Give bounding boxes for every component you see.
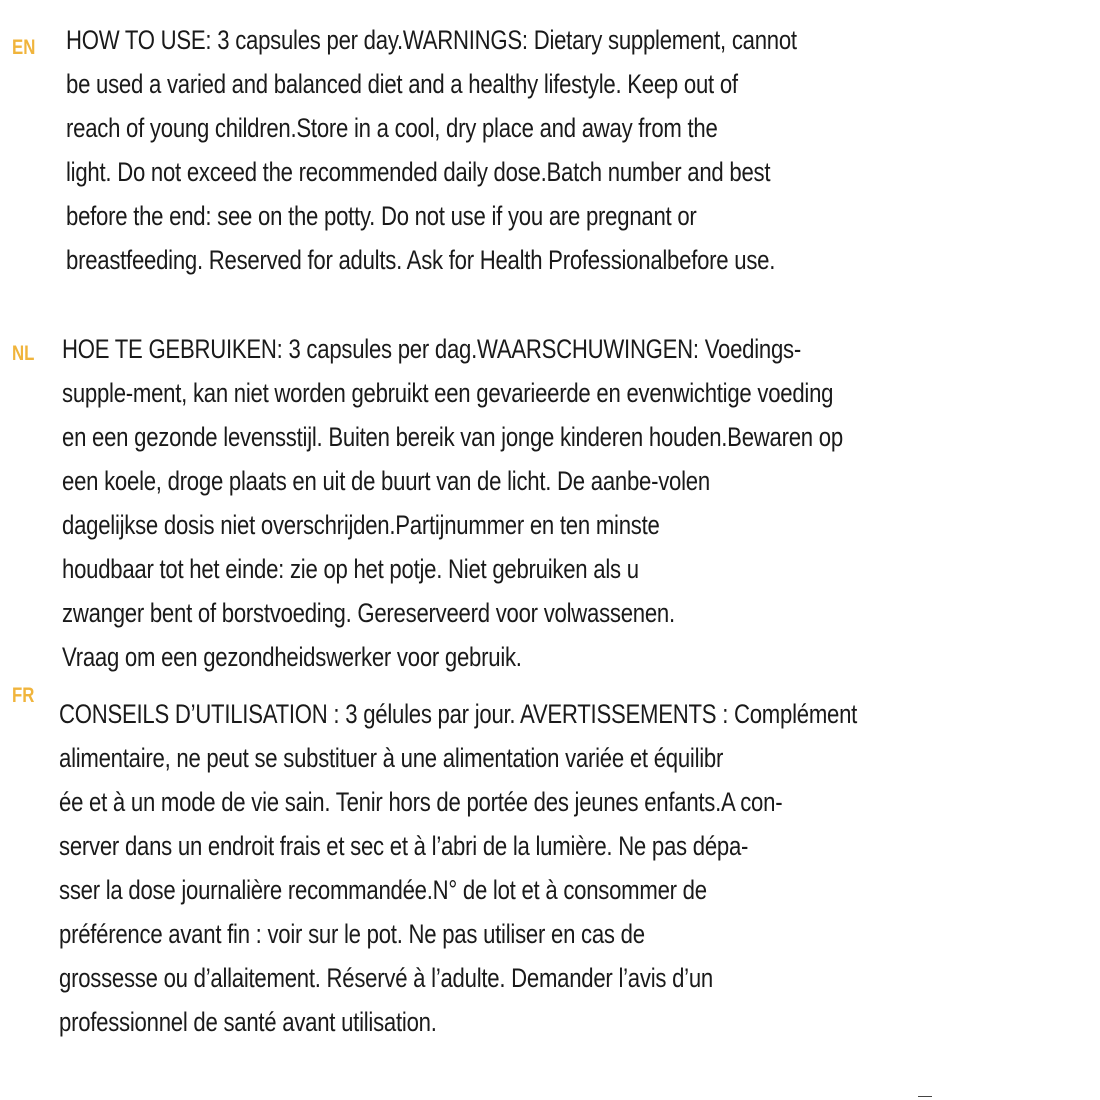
- text-line: sser la dose journalière recommandée.N° de lot et à consommer de: [59, 875, 707, 905]
- text-line: dagelijkse dosis niet overschrijden.Partijnummer en ten minste: [62, 510, 660, 540]
- text-line: houdbaar tot het einde: zie op het potje. Niet gebruiken als u: [62, 554, 639, 584]
- text-line: professionnel de santé avant utilisation.: [59, 1007, 437, 1037]
- section-en: [0, 18, 1100, 288]
- text-line: Vraag om een gezondheidswerker voor gebruik.: [62, 642, 522, 672]
- text-line: HOW TO USE: 3 capsules per day.WARNINGS: Dietary supplement, cannot: [66, 25, 797, 55]
- lang-tag-nl: NL: [12, 342, 35, 365]
- divider-mark: [918, 1096, 932, 1097]
- text-line: préférence avant fin : voir sur le pot. Ne pas utiliser en cas de: [59, 919, 645, 949]
- text-line: een koele, droge plaats en uit de buurt van de licht. De aanbe-volen: [62, 466, 710, 496]
- text-line: en een gezonde levensstijl. Buiten bereik van jonge kinderen houden.Bewaren op: [62, 422, 843, 452]
- text-line: supple-ment, kan niet worden gebruikt een gevarieerde en evenwichtige voeding: [62, 378, 834, 408]
- section-fr: [0, 684, 1100, 1052]
- text-line: breastfeeding. Reserved for adults. Ask for Health Professionalbefore use.: [66, 245, 776, 275]
- text-line: light. Do not exceed the recommended daily dose.Batch number and best: [66, 157, 771, 187]
- text-line: zwanger bent of borstvoeding. Gereserveerd voor volwassenen.: [62, 598, 675, 628]
- text-line: ée et à un mode de vie sain. Tenir hors de portée des jeunes enfants.A con-: [59, 787, 783, 817]
- text-line: before the end: see on the potty. Do not use if you are pregnant or: [66, 201, 697, 231]
- text-line: reach of young children.Store in a cool, dry place and away from the: [66, 113, 718, 143]
- text-block-nl: [62, 327, 1014, 679]
- text-line: be used a varied and balanced diet and a healthy lifestyle. Keep out of: [66, 69, 738, 99]
- text-line: alimentaire, ne peut se substituer à une alimentation variée et équilibr: [59, 743, 724, 773]
- text-line: server dans un endroit frais et sec et à l’abri de la lumière. Ne pas dépa-: [59, 831, 749, 861]
- text-block-fr: [59, 692, 1032, 1044]
- text-line: HOE TE GEBRUIKEN: 3 capsules per dag.WAARSCHUWINGEN: Voedings-: [62, 334, 801, 364]
- lang-tag-fr: FR: [12, 684, 35, 707]
- text-block-en: [66, 18, 957, 282]
- text-line: CONSEILS D’UTILISATION : 3 gélules par jour. AVERTISSEMENTS : Complément: [59, 699, 858, 729]
- section-nl: [0, 327, 1100, 687]
- lang-tag-en: EN: [12, 36, 36, 59]
- text-line: grossesse ou d’allaitement. Réservé à l’adulte. Demander l’avis d’un: [59, 963, 713, 993]
